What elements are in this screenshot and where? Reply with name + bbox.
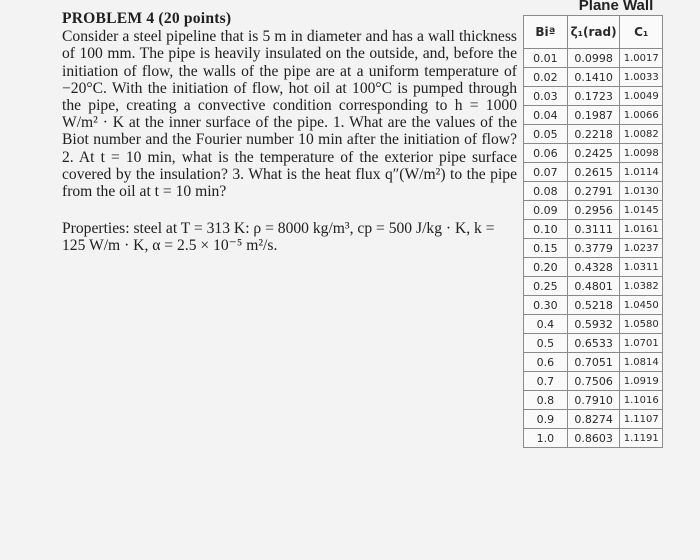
cell-zeta: 0.2956 xyxy=(567,201,620,220)
cell-c1: 1.0033 xyxy=(620,68,663,87)
cell-c1: 1.0017 xyxy=(620,49,663,68)
cell-c1: 1.1107 xyxy=(620,410,663,429)
cell-bi: 0.9 xyxy=(524,410,568,429)
table-row xyxy=(524,49,663,68)
cell-bi: 0.4 xyxy=(524,315,568,334)
table-row xyxy=(524,353,663,372)
cell-zeta: 0.2425 xyxy=(567,144,620,163)
cell-bi: 0.01 xyxy=(524,49,568,68)
cell-bi: 0.25 xyxy=(524,277,568,296)
table-row xyxy=(524,372,663,391)
table-row xyxy=(524,315,663,334)
properties-text: Properties: steel at T = 313 K: ρ = 8000 kg/m³, cp = 500 J/kg · K, k = 125 W/m · K, α = 2.5 × 10⁻⁵ m²/s. xyxy=(62,220,495,255)
table-row xyxy=(524,106,663,125)
cell-bi: 0.04 xyxy=(524,106,568,125)
cell-zeta: 0.5218 xyxy=(567,296,620,315)
cell-c1: 1.0701 xyxy=(620,334,663,353)
table-row xyxy=(524,163,663,182)
cell-zeta: 0.2615 xyxy=(567,163,620,182)
table-row xyxy=(524,277,663,296)
cell-c1: 1.0237 xyxy=(620,239,663,258)
cell-bi: 0.5 xyxy=(524,334,568,353)
cell-bi: 0.03 xyxy=(524,87,568,106)
cell-bi: 0.05 xyxy=(524,125,568,144)
table-row xyxy=(524,220,663,239)
problem-statement xyxy=(62,10,517,255)
problem-title: PROBLEM 4 (20 points) xyxy=(62,10,232,27)
cell-c1: 1.1016 xyxy=(620,391,663,410)
cell-zeta: 0.3111 xyxy=(567,220,620,239)
table-row xyxy=(524,239,663,258)
cell-zeta: 0.1987 xyxy=(567,106,620,125)
cell-c1: 1.0098 xyxy=(620,144,663,163)
table-group-header: Plane Wall xyxy=(578,0,654,14)
column-header-zeta: ζ₁(rad) xyxy=(567,16,620,49)
table-row xyxy=(524,258,663,277)
table-row xyxy=(524,410,663,429)
table-header-row xyxy=(524,16,663,49)
column-header-c1: C₁ xyxy=(620,16,663,49)
cell-zeta: 0.6533 xyxy=(567,334,620,353)
cell-zeta: 0.2791 xyxy=(567,182,620,201)
cell-bi: 0.8 xyxy=(524,391,568,410)
cell-bi: 0.7 xyxy=(524,372,568,391)
cell-c1: 1.0919 xyxy=(620,372,663,391)
cell-c1: 1.0066 xyxy=(620,106,663,125)
cell-c1: 1.0082 xyxy=(620,125,663,144)
table-row xyxy=(524,296,663,315)
cell-zeta: 0.7910 xyxy=(567,391,620,410)
table-row xyxy=(524,201,663,220)
cell-zeta: 0.2218 xyxy=(567,125,620,144)
cell-zeta: 0.7506 xyxy=(567,372,620,391)
cell-bi: 0.06 xyxy=(524,144,568,163)
cell-bi: 0.09 xyxy=(524,201,568,220)
cell-c1: 1.0580 xyxy=(620,315,663,334)
plane-wall-table xyxy=(523,15,663,448)
table-body xyxy=(524,49,663,448)
cell-bi: 0.10 xyxy=(524,220,568,239)
table-row xyxy=(524,125,663,144)
cell-c1: 1.0382 xyxy=(620,277,663,296)
cell-c1: 1.0145 xyxy=(620,201,663,220)
cell-bi: 0.08 xyxy=(524,182,568,201)
table-row xyxy=(524,68,663,87)
cell-bi: 0.6 xyxy=(524,353,568,372)
cell-zeta: 0.4328 xyxy=(567,258,620,277)
cell-bi: 0.07 xyxy=(524,163,568,182)
cell-zeta: 0.8603 xyxy=(567,429,620,448)
table-row xyxy=(524,144,663,163)
cell-zeta: 0.5932 xyxy=(567,315,620,334)
cell-c1: 1.0114 xyxy=(620,163,663,182)
table-row xyxy=(524,87,663,106)
plane-wall-table-container xyxy=(523,0,663,465)
cell-bi: 0.20 xyxy=(524,258,568,277)
table-row xyxy=(524,334,663,353)
cell-bi: 0.15 xyxy=(524,239,568,258)
cell-c1: 1.0814 xyxy=(620,353,663,372)
cell-c1: 1.0450 xyxy=(620,296,663,315)
table-row xyxy=(524,391,663,410)
cell-zeta: 0.1723 xyxy=(567,87,620,106)
table-row xyxy=(524,182,663,201)
cell-c1: 1.0049 xyxy=(620,87,663,106)
cell-zeta: 0.4801 xyxy=(567,277,620,296)
column-header-bi: Biª xyxy=(524,16,568,49)
cell-bi: 0.30 xyxy=(524,296,568,315)
cell-zeta: 0.7051 xyxy=(567,353,620,372)
cell-zeta: 0.0998 xyxy=(567,49,620,68)
cell-c1: 1.1191 xyxy=(620,429,663,448)
cell-bi: 0.02 xyxy=(524,68,568,87)
cell-zeta: 0.3779 xyxy=(567,239,620,258)
problem-body: Consider a steel pipeline that is 5 m in diameter and has a wall thickness of 100 mm. The pipe is heavily insulated on the outside, and, before the initiation of flow, the walls of the pipe are at a uniform temperature of −20°C. With the initiation of flow, hot oil at 100°C is pumped through the pipe, creating a convective condition corresponding to h = 1000 W/m² · K at the inner surface of the pipe. 1. What are the values of the Biot number and the Fourier number 10 min after the initiation of flow? 2. At t = 10 min, what is the temperature of the exterior pipe surface covered by the insulation? 3. What is the heat flux q″(W/m²) to the pipe from the oil at t = 10 min? xyxy=(62,28,517,201)
cell-zeta: 0.1410 xyxy=(567,68,620,87)
cell-c1: 1.0130 xyxy=(620,182,663,201)
cell-zeta: 0.8274 xyxy=(567,410,620,429)
cell-bi: 1.0 xyxy=(524,429,568,448)
cell-c1: 1.0161 xyxy=(620,220,663,239)
cell-c1: 1.0311 xyxy=(620,258,663,277)
table-row xyxy=(524,429,663,448)
